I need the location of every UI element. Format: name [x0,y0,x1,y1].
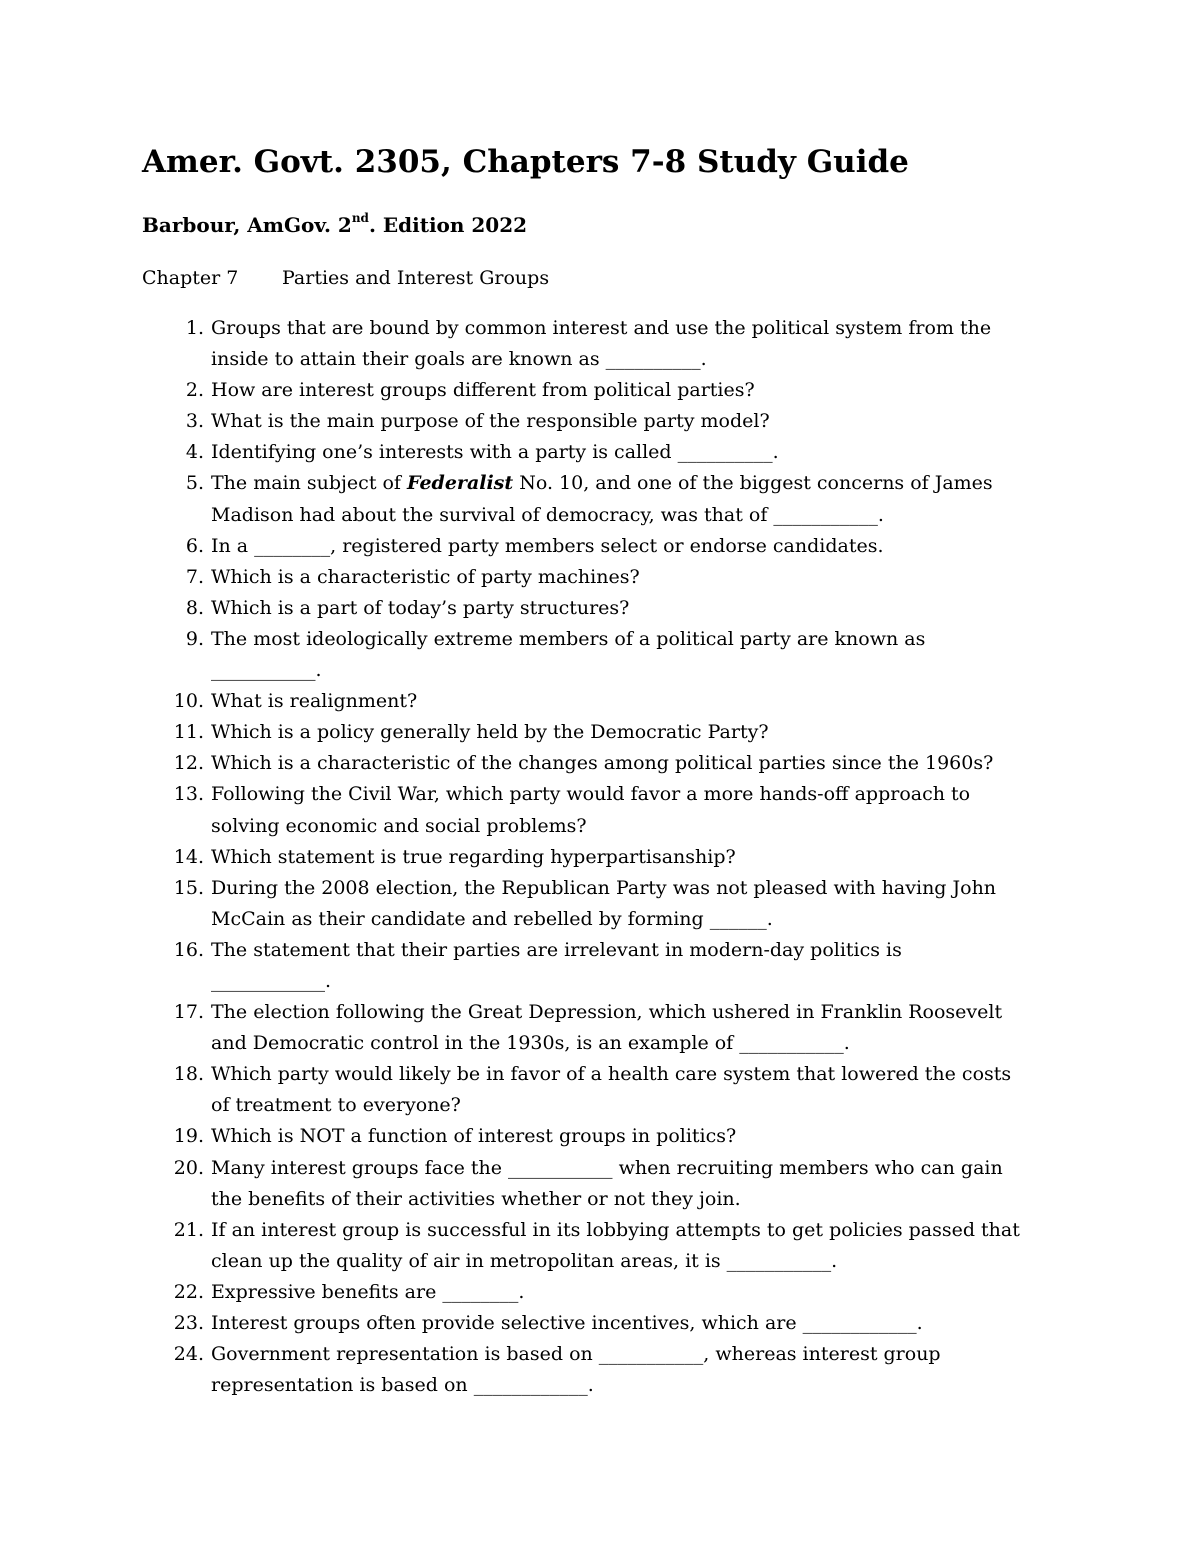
question-number: 11. [173,721,204,744]
question-text-line: ____________. [211,969,332,992]
question-text-line: In a ________, registered party members select or endorse candidates. [211,534,884,557]
question-text-line: The statement that their parties are irrelevant in modern-day politics is [211,938,902,961]
question-list [142,313,1062,1401]
question-text-line: Expressive benefits are ________. [211,1280,525,1303]
question-text-line: representation is based on ____________. [211,1374,594,1397]
question-item [142,779,1062,841]
question-number: 4. [185,441,204,464]
question-number: 17. [173,1001,204,1024]
chapter-name: Parties and Interest Groups [282,267,550,289]
question-number: 7. [185,565,204,588]
question-text-segment: No. 10, and one of the biggest concerns of James [513,472,993,495]
question-item [142,468,1062,530]
question-number: 24. [173,1343,204,1366]
question-item [142,1215,1062,1277]
question-number: 21. [173,1218,204,1241]
question-text-line [211,468,1062,499]
question-text-line: The most ideologically extreme members of a political party are known as [211,627,926,650]
question-text-line: What is realignment? [211,690,418,713]
question-text-line: Which is a characteristic of the changes among political parties since the 1960s? [211,752,994,775]
question-text-line: During the 2008 election, the Republican Party was not pleased with having John [211,876,997,899]
question-item [142,1339,1062,1401]
edition-year-text: . Edition 2022 [368,213,528,237]
question-text-line: of treatment to everyone? [211,1094,461,1117]
question-number: 3. [185,410,204,433]
question-text-line: Government representation is based on ___________, whereas interest group [211,1343,941,1366]
question-text-line: clean up the quality of air in metropolitan areas, it is ___________. [211,1249,838,1272]
question-text-line: Which party would likely be in favor of a health care system that lowered the costs [211,1063,1012,1086]
textbook-edition-text: Barbour, AmGov. 2 [142,213,352,237]
question-number: 19. [173,1125,204,1148]
question-text-line: Groups that are bound by common interest and use the political system from the [211,317,992,339]
question-number: 2. [185,379,204,402]
question-item [142,997,1062,1059]
question-number: 22. [173,1280,204,1303]
question-text-line: If an interest group is successful in its lobbying attempts to get policies passed that [211,1218,1020,1241]
question-item [142,531,1062,562]
textbook-edition [142,210,527,240]
question-text-line: Many interest groups face the ___________ when recruiting members who can gain [211,1156,1003,1179]
question-item [142,686,1062,717]
question-text-segment: Madison had about the survival of democracy, was that of ___________. [211,503,884,526]
question-number: 8. [185,596,204,619]
question-item [142,748,1062,779]
question-item [142,1308,1062,1339]
question-item [142,562,1062,593]
question-number: 1. [185,317,204,339]
question-text-line: McCain as their candidate and rebelled by forming ______. [211,907,773,930]
question-text-line: Identifying one’s interests with a party is called __________. [211,441,779,464]
question-text-line: the benefits of their activities whether or not they join. [211,1187,741,1210]
question-text-line: Which is a characteristic of party machines? [211,565,640,588]
question-number: 18. [173,1063,204,1086]
question-item [142,842,1062,873]
question-number: 12. [173,752,204,775]
question-item [142,1059,1062,1121]
question-item [142,375,1062,406]
question-number: 23. [173,1312,204,1334]
question-number: 14. [173,845,204,868]
question-text-line: Which is a policy generally held by the Democratic Party? [211,721,769,744]
question-text-line: Which statement is true regarding hyperpartisanship? [211,845,736,868]
question-number: 5. [185,472,204,495]
question-text-line: and Democratic control in the 1930s, is an example of ___________. [211,1032,850,1055]
question-item [142,935,1062,997]
question-number: 9. [185,627,204,650]
question-text-line: inside to attain their goals are known as __________. [211,348,707,371]
question-item [142,873,1062,935]
question-text-line: The election following the Great Depression, which ushered in Franklin Roosevelt [211,1001,1003,1024]
question-text-line: Interest groups often provide selective incentives, which are ____________. [211,1312,923,1334]
question-number: 20. [173,1156,204,1179]
question-number: 13. [173,783,204,806]
question-item [142,313,1062,375]
question-item [142,593,1062,624]
question-item [142,717,1062,748]
question-text-line: Which is NOT a function of interest groups in politics? [211,1125,737,1148]
question-text-segment: The main subject of [211,472,408,495]
question-text-line: Following the Civil War, which party would favor a more hands-off approach to [211,783,971,806]
question-number: 15. [173,876,204,899]
question-number: 6. [185,534,204,557]
question-item [142,406,1062,437]
chapter-number: Chapter 7 [142,267,239,289]
page-title: Amer. Govt. 2305, Chapters 7-8 Study Guide [142,144,909,180]
edition-ordinal-suffix: nd [351,211,369,226]
question-text-line: ___________. [211,659,322,682]
question-text-line: solving economic and social problems? [211,814,587,837]
question-number: 16. [173,938,204,961]
italic-title: Federalist [407,472,514,495]
question-text-line: How are interest groups different from political parties? [211,379,755,402]
question-item [142,1277,1062,1308]
question-item [142,624,1062,686]
question-item [142,1153,1062,1215]
question-item [142,1121,1062,1152]
question-text-line: Which is a part of today’s party structures? [211,596,630,619]
question-item [142,437,1062,468]
question-text-line: What is the main purpose of the responsible party model? [211,410,770,433]
chapter-heading [142,263,549,293]
question-text-line [211,500,1062,531]
question-number: 10. [173,690,204,713]
